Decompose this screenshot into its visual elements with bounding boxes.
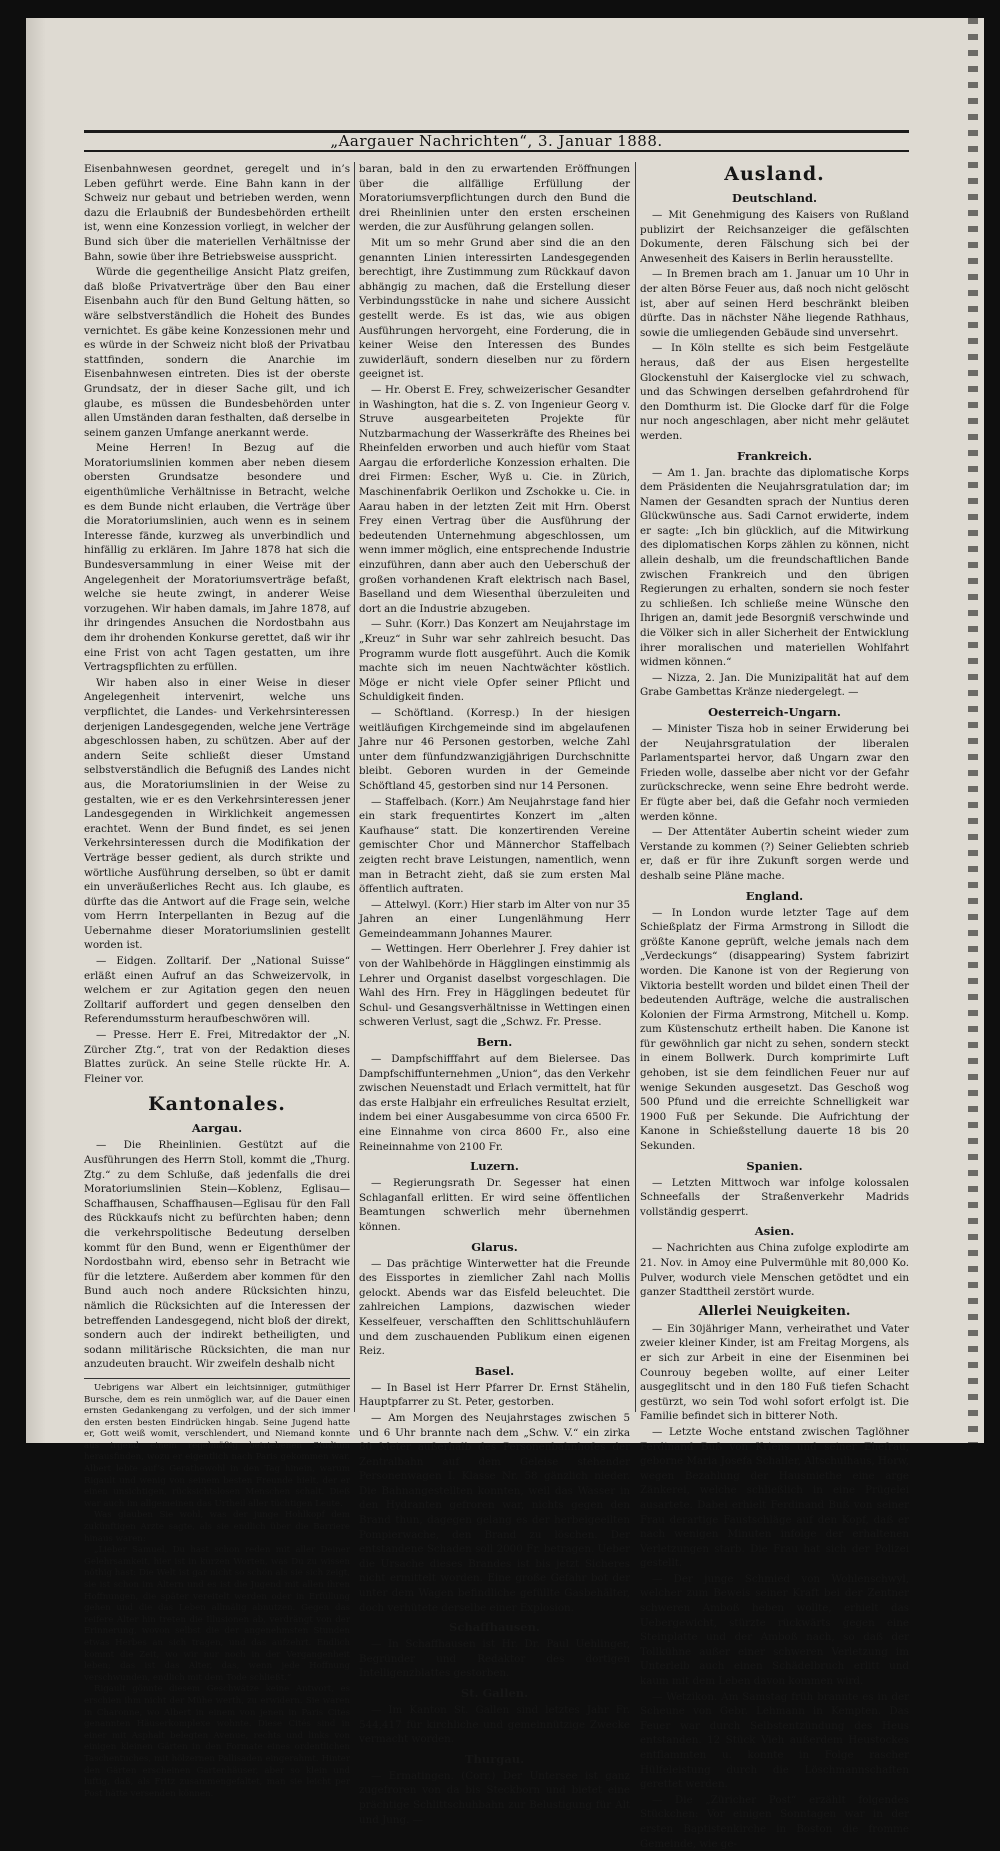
column-divider xyxy=(635,162,636,1412)
column-divider xyxy=(354,162,355,1412)
subheading-st-gallen: St. Gallen. xyxy=(460,1686,529,1700)
article-paragraph: — In Köln stellte es sich beim Festgeläute heraus, daß der aus Eisen hergestellte Glockenstuhl der Kaiserglocke viel zu schwach, und das Schwingen derselben gefahrdrohend für den Domthurm ist. Die Glocke darf für die Folge nur noch angeschlagen, aber nicht mehr geläutet werden. xyxy=(640,342,909,442)
article-paragraph: — Nachrichten aus China zufolge explodirte am 21. Nov. in Amoy eine Pulvermühle mit 80,000 Ko. Pulver, wodurch viele Menschen getödtet und ein ganzer Stadttheil zerstört wurde. xyxy=(640,1242,909,1299)
article-paragraph: — Ermatingen. (Corr.) Der Untersee ist ganz zugefroren von da bis Steckborn und bietet eine prächtige Schlittschuhbahn zur Belustigung für Alt und Jung. — xyxy=(359,1769,630,1826)
article-paragraph: — Attelwyl. (Korr.) Hier starb im Alter von nur 35 Jahren an einer Lungenlähmung Herr Gemeindeammann Johannes Maurer. xyxy=(359,898,630,940)
subheading-oesterreich-ungarn: Oesterreich-Ungarn. xyxy=(708,705,841,719)
article-paragraph: baran, bald in den zu erwartenden Eröffnungen über die allfällige Erfüllung der Moratoriumsverpflichtungen durch den Bund die drei Rheinlinien unter den ersten erscheinen werden, die zur Ausführung gelangen sollen. xyxy=(359,163,630,234)
article-paragraph: — Ein 30jähriger Mann, verheirathet und Vater zweier kleiner Kinder, ist am Freitag Morgens, als er sich zur Arbeit in eine der Eisenminen bei Counrouy begeben wollte, auf einer Leiter ausgeglitscht und in den 180 Fuß tiefen Schacht gestürzt, wo sein Tod wohl sofort erfolgt ist. Die Familie befindet sich in bitterer Noth. xyxy=(640,1322,909,1423)
article-paragraph: Eisenbahnwesen geordnet, geregelt und in’s Leben geführt werde. Eine Bahn kann in der Schweiz nur gebaut und betrieben werden, wenn dazu die Erlaubniß der Bundesbehörden ertheilt ist, wenn eine Konzession vorliegt, in welcher der Bund sich über die materiellen Verhältnisse der Bahn, sowie über ihre Betriebsweise ausspricht. xyxy=(84,163,350,263)
article-paragraph: — Staffelbach. (Korr.) Am Neujahrstage fand hier ein stark frequentirtes Konzert im „alten Kaufhause“ statt. Die konzertirenden Vereine gemischter Chor und Männerchor Staffelbach zeigten recht brave Leistungen, namentlich, wenn man in Betracht zieht, daß sie zum ersten Mal öffentlich auftraten. xyxy=(359,795,630,896)
article-paragraph: — Letzten Mittwoch war infolge kolossalen Schneefalls der Straßenverkehr Madrids vollständig gesperrt. xyxy=(640,1176,909,1218)
subheading-glarus: Glarus. xyxy=(471,1239,518,1254)
article-paragraph: — Suhr. (Korr.) Das Konzert am Neujahrstage im „Kreuz“ in Suhr war sehr zahlreich besucht. Das Programm wurde flott ausgeführt. Auch die Komik machte sich im neuen Nachtwächter köstlich. Möge er nicht viele Opfer seiner Pflicht und Schuldigkeit finden. xyxy=(359,618,630,704)
article-paragraph: — Der junge Schmied von Wohlenschwyl, welcher zum Beweis seiner Kraft bei der Zentner schweren Amboß heben wollte, erhielt das Uebergewicht, stürzte rückwärts gegen eine Steinplatte und der Amboß nach, so daß der Tollkühne außer einer schweren Verletzung im Unterleib auch einen Schädelbruch erlitt und kaum mit dem Leben davon kommen wird. xyxy=(640,1572,909,1688)
feuilleton-paragraph: Rigault gönnte diesem Geschwätze keine Antwort, es erschien ihm nicht der Mühe werth, zu erwidern. Sie waren in Charonne, wo Albert in einem von jenen in Paris Cités genannten Häuserkomplexe wohnte. Diese Cités sind in einer mit Asphalt belegten Avenue, rechts und links von einigen kleinen Gärten in den Formate eines ordentlichen Taschentuches, mit hölzernen Pallisaden eingerahmt. Hinter den Gärten erscheinen Gartenhäuser, aber so klein und luftig, daß, als Fritz zusammengefaltet, man sie leicht per Post hätte versenden können. xyxy=(84,1684,350,1799)
newspaper-page xyxy=(26,18,984,1850)
article-paragraph: — Die Rheinlinien. Gestützt auf die Ausführungen des Herrn Stoll, kommt die „Thurg. Ztg.“ zu dem Schluße, daß jedenfalls die drei Moratoriumslinien Stein—Koblenz, Eglisau—Schaffhausen, Schaffhausen—Eglisau für den Fall des Rückkaufs nicht zu befürchten haben; denn die verkehrspolitische Bedeutung derselben kommt für den Bund, wenn er Eigenthümer der Nordostbahn wird, ebenso sehr in Betracht wie für die letztere. Außerdem aber kommen für den Bund auch noch andere Rücksichten hinzu, nämlich die Rücksichten auf die Interessen der betreffenden Landesgegend, nicht bloß der direkt, sondern auch der indirekt betheiligten, und sodann militärische Rücksichten, die man nur anzudeuten braucht. Wir zweifeln deshalb nicht xyxy=(84,1139,350,1371)
subheading-frankreich: Frankreich. xyxy=(737,448,812,463)
article-paragraph: — Nizza, 2. Jan. Die Munizipalität hat auf dem Grabe Gambettas Kränze niedergelegt. — xyxy=(640,671,909,699)
article-paragraph: — Mit Genehmigung des Kaisers von Rußland publizirt der Reichsanzeiger die gefälschten Dokumente, deren Fälschung sich bei der Anwesenheit des Kaisers in Berlin herausstellte. xyxy=(640,209,909,265)
article-paragraph: — Letzte Woche entstand zwischen Taglöhner Ferdinand Buß von Kriens und seiner Ehefrau, geborne Maria Josefa Schaller, Altschulhaus, Horw, wegen Bezahlung der Hausmiethe eine arge Zänkerei, welche schließlich in eine Prügelei ausartete. Dabei erhielt Ferdinand Buß von seiner Frau derartige Faustschläge auf den Kopf, daß er nach wenigen Minuten infolge der erhaltenen Verletzungen starb. Die Frau hat sich der Polizei gestellt. xyxy=(640,1425,909,1570)
subheading-spanien: Spanien. xyxy=(746,1158,803,1173)
feuilleton xyxy=(84,1378,350,1800)
article-paragraph: — In Schaffhausen ist Hr. Dr. Paul Uehlinger, Begründer und Redaktor des dortigen Intelligenzblattes gestorben. xyxy=(359,1638,630,1680)
article-paragraph: — Presse. Herr E. Frei, Mitredaktor der „N. Zürcher Ztg.“, trat von der Redaktion dieses Blattes zurück. An seine Stelle rückte Hr. A. Fleiner vor. xyxy=(84,1029,350,1085)
article-paragraph: Würde die gegentheilige Ansicht Platz greifen, daß bloße Privatverträge über den Bau einer Eisenbahn auch für den Bund Geltung hätten, so wäre selbstverständlich die Hoheit des Bundes vernichtet. Es gäbe keine Konzessionen mehr und es würde in der Schweiz nicht bloß der Privatbau stattfinden, sondern die Anarchie im Eisenbahnwesen eintreten. Dies ist der oberste Grundsatz, der in dieser Sache gilt, und ich glaube, es müssen die Bundesbehörden unter allen Umständen daran festhalten, daß derselbe in seinem ganzen Umfange anerkannt werde. xyxy=(84,266,350,439)
feuilleton-paragraph: Was glauben Sie wohl, was der junge Hohlkopf dem zukünftigen Arzte sagte, als sie endlich über die Barriere hinaus waren: xyxy=(84,1510,350,1544)
article-paragraph: — Die „Züricher Post“ erzählt folgendes Stückchen: Vor einigen Sonntagen war in der ersten Baptistenkirche in Boston die fromme Gemeinde, wie ge- xyxy=(640,1793,909,1850)
masthead-rule-bottom xyxy=(84,150,909,152)
subheading-allerlei-neuigkeiten: Allerlei Neuigkeiten. xyxy=(698,1303,851,1319)
article-paragraph: — In Bremen brach am 1. Januar um 10 Uhr in der alten Börse Feuer aus, daß noch nicht gelöscht ist, aber auf seinen Herd beschränkt bleiben dürfte. Das in nächster Nähe liegende Rathhaus, sowie die umliegenden Gebäude sind unversehrt. xyxy=(640,268,909,339)
column-2 xyxy=(359,162,630,1826)
article-paragraph: Wir haben also in einer Weise in dieser Angelegenheit intervenirt, welche uns verpflichtet, die Landes- und Verkehrsinteressen derjenigen Landesgegenden, welche jene Verträge abgeschlossen haben, zu schützen. Aber auf der andern Seite schließt dieser Umstand selbstverständlich die Befugniß des Landes nicht aus, die Moratoriumslinien in der Weise zu gestalten, wie er es den Verkehrsinteressen jener Landesgegenden in Wirklichkeit angemessen erachtet. Wenn der Bund findet, es sei jenen Verkehrsinteressen durch die Modifikation der Verträge besser gedient, als durch strikte und wörtliche Ausführung derselben, so übt er damit ein unveräußerliches Recht aus. Ich glaube, es dürfte das die Antwort auf die Frage sein, welche vom Herrn Interpellanten in Bezug auf die Uebernahme dieser Moratoriumslinien gestellt worden ist. xyxy=(84,676,350,952)
article-paragraph: — In London wurde letzter Tage auf dem Schießplatz der Firma Armstrong in Sillodt die größte Kanone geprüft, welche jemals nach dem „Verdeckungs“ (disappearing) System fabrizirt worden. Die Kanone ist von der Regierung von Viktoria bestellt worden und bildet einen Theil der bedeutenden Aufträge, welche die australischen Kolonien der Firma Armstrong, Mitchell u. Komp. zum Küstenschutz ertheilt haben. Die Kanone ist für gewöhnlich gar nicht zu sehen, sondern steckt in einem Bollwerk. Durch komprimirte Luft gehoben, ist sie dem feindlichen Feuer nur auf wenige Sekunden ausgesetzt. Das Geschoß wog 500 Pfund und die erreichte Schnelligkeit war 1900 Fuß per Sekunde. Die Aufrichtung der Kanone in Schießstellung dauerte 18 bis 20 Sekunden. xyxy=(640,906,909,1153)
microfilm-perforation xyxy=(968,18,978,1443)
masthead-title: „Aargauer Nachrichten“, 3. Januar 1888. xyxy=(330,132,663,150)
feuilleton-paragraph: Uebrigens war Albert ein leichtsinniger, gutmüthiger Bursche, dem es rein unmöglich war, auf die Dauer einen ernsten Gedankengang zu verfolgen, und der sich immer den ersten besten Eindrücken hingab. Seine Jugend hatte er, Gott weiß womit, verschlendert, und Niemand konnte aus irgend einem regelmäßig betriebenen Studium herausfinden, wozu er eigentlich nach Paris gekommen war. Albert lebte auf’s Gerathewohl in den Tag hinein, warum Rigault und wenig von seinem besten Freunde hielt, der er einen unsichtigen, rücksichtslosen Menschen schalt. Dieß war auch im allgemeinen das Urtheil aller tüchtigen Leute. xyxy=(84,1382,350,1509)
article-paragraph: — In Basel ist Herr Pfarrer Dr. Ernst Stähelin, Hauptpfarrer zu St. Peter, gestorben. xyxy=(359,1381,630,1409)
article-paragraph: — Hr. Oberst E. Frey, schweizerischer Gesandter in Washington, hat die s. Z. von Ingenieur Georg v. Struve ausgearbeiteten Projekte für Nutzbarmachung der Wasserkräfte des Rheines bei Rheinfelden erworben und auch hiefür vom Staat Aargau die erforderliche Konzession erhalten. Die drei Firmen: Escher, Wyß u. Cie. in Zürich, Maschinenfabrik Oerlikon und Zschokke u. Cie. in Aarau haben in der letzten Zeit mit Hrn. Oberst Frey einen Vertrag über die Ausführung der bedeutenden Unternehmung abgeschlossen, um wenn immer möglich, eine entsprechende Industrie einzuführen, dann aber auch den Ueberschuß der großen vorhandenen Kraft elektrisch nach Basel, Baselland und dem Wiesenthal überzuleiten und dort an die Industrie abzugeben. xyxy=(359,383,630,615)
subheading-asien: Asien. xyxy=(754,1224,795,1239)
article-paragraph: — Im Kanton St. Gallen sind letztes Jahr Fr. 544,417 für kirchliche und gemeinnützige Zwecke vermacht worden. xyxy=(359,1704,630,1746)
subheading-bern: Bern. xyxy=(476,1035,513,1050)
subheading-england: England. xyxy=(745,888,804,903)
page-fold-shadow xyxy=(26,18,46,1443)
subheading-luzern: Luzern. xyxy=(470,1159,519,1174)
article-paragraph: — Dampfschifffahrt auf dem Bielersee. Das Dampfschiffunternehmen „Union“, das den Verkehr zwischen Neuenstadt und Erlach vermittelt, hat für das erste Halbjahr ein erfreuliches Resultat erzielt, indem bei einer Ausgabesumme von circa 6500 Fr. eine Einnahme von circa 8600 Fr., also eine Reineinnahme von 2100 Fr. xyxy=(359,1053,630,1153)
subheading-deutschland: Deutschland. xyxy=(731,191,818,205)
subheading-aargau: Aargau. xyxy=(191,1121,243,1136)
column-1 xyxy=(84,162,350,1799)
article-paragraph: — Regierungsrath Dr. Segesser hat einen Schlaganfall erlitten. Er wird seine öffentlichen Beamtungen schwerlich mehr übernehmen können. xyxy=(359,1177,630,1233)
article-paragraph: — Schöftland. (Korresp.) In der hiesigen weitläufigen Kirchgemeinde sind im abgelaufenen Jahre nur 46 Personen gestorben, welche Zahl unter dem fünfundzwanzigjährigen Durchschnitte bleibt. Geboren wurden in der Gemeinde Schöftland 45, gestorben sind nur 14 Personen. xyxy=(359,706,630,792)
section-heading-kantonales: Kantonales. xyxy=(148,1093,286,1116)
article-paragraph: — Am Morgen des Neujahrstages zwischen 5 und 6 Uhr brannte nach dem „Schw. V.“ ein zirka 80 Meter außerhalb des Personenbahnhofes der Zentralbahn auf dem Geleise stehender Personenwagen I. Klasse Nr. 58 gänzlich nieder. Die Bahnangestellten konnten, weil das Wasser in den Hydranten gefroren war, nichts gegen den Brand thun, dagegen gelang es der herbeigeeilten Pompierwache, den Brand zu löschen. Der entstandene Schaden soll 2000 Fr. betragen. Ueber die Ursache dieses Brandes ist bis jetzt Sicheres nicht ermittelt worden. Eine große Gefahr bot der unter dem Wagen befindliche gefüllte Gasbehälter, doch verhütete derselbe einer Explosion. xyxy=(359,1411,630,1614)
article-paragraph: — Der Attentäter Aubertin scheint wieder zum Verstande zu kommen (?) Seiner Geliebten schrieb er, daß er für ihre Zukunft sorgen werde und deshalb seine Pläne mache. xyxy=(640,826,909,882)
subheading-thurgau: Thurgau. xyxy=(464,1751,525,1766)
column-3 xyxy=(640,162,909,1850)
article-paragraph: — Wetzikon. Am Samstag früh brannte es in der Scheune von Gebr. Lehmann in Kempten. Das Feuer war durch Selbstentzündung des Heus entstanden. 12 Stück Vieh außerdem Heustockes entflammten u. konnte in Folge rascher Hülfeleistung durch die Löschmannschaften gerettet werden. xyxy=(640,1690,909,1791)
article-paragraph: — Das prächtige Winterwetter hat die Freunde des Eissportes in ziemlicher Zahl nach Mollis gelockt. Abends war das Eisfeld beleuchtet. Die zahlreichen Lampions, dazwischen wieder Kesselfeuer, verschafften den Schlittschuhläufern und dem zuschauenden Publikum einen eigenen Reiz. xyxy=(359,1257,630,1358)
feuilleton-paragraph: „Lieber Samuel, Du hast schon reden mit aller Deiner Gelehrsamkeit, hier ist in kurzen Worten, was Du zu wissen nöthig hast: Die Welt ist gar nicht so schön als sie sich zeigt, sie ist schon im Altern und es ist die Jugend mit allen ihren Hoffnungen, die später vereitelt werden oder in Erfüllung gehen und die das Leben allmälig abnutzen. Gegen das reifere Alter hin treten die Illusionen ab, verdrängt von der Erinnerung, wovon selbst die der angenehmsten Stunden etwas Herbes an sich tragen, und das aufzehrt. Endlich kommt die Zeit, wo wir nur noch in der Vergangenheit leben; das ist das Alter, das, wenn jede Hoffnung verschwunden, endlich mit dem Tode schließt.“ xyxy=(84,1545,350,1683)
article-paragraph: — Minister Tisza hob in seiner Erwiderung bei der Neujahrsgratulation der liberalen Parlamentspartei hervor, daß Ungarn zwar den Frieden wolle, dasselbe aber nicht vor der Gefahr zurückschrecke, wenn seine Ehre bedroht werde. Er fügte aber bei, daß die Gefahr noch vermieden werden könne. xyxy=(640,723,909,823)
subheading-basel: Basel. xyxy=(474,1363,515,1378)
article-paragraph: — Eidgen. Zolltarif. Der „National Suisse“ erläßt einen Aufruf an das Schweizervolk, in welchem er zur Agitation gegen den neuen Zolltarif auffordert und gegen denselben den Referendumssturm heraufbeschwören will. xyxy=(84,955,350,1026)
article-paragraph: Mit um so mehr Grund aber sind die an den genannten Linien interessirten Landesgegenden berechtigt, ihre Zustimmung zum Rückkauf davon abhängig zu machen, daß die Erstellung dieser Verbindungsstücke in nahe und sichere Aussicht gestellt werde. Es ist das, wie aus obigen Ausführungen hervorgeht, eine Forderung, die in keiner Weise den Interessen des Bundes zuwiderläuft, sondern dieselben nur zu fördern geeignet ist. xyxy=(359,236,630,381)
article-paragraph: — Am 1. Jan. brachte das diplomatische Korps dem Präsidenten die Neujahrsgratulation dar; im Namen der Gesandten sprach der Nuntius deren Glückwünsche aus. Sadi Carnot erwiderte, indem er sagte: „Ich bin glücklich, auf die Mitwirkung des diplomatischen Korps zählen zu können, nicht allein deshalb, um die freundschaftlichen Bande zwischen Frankreich und den übrigen Regierungen zu erhalten, sondern sie noch fester zu schließen. Ich schließe meine Wünsche den Ihrigen an, damit jede Besorgniß verschwinde und die Völker sich in aller Sicherheit der Entwicklung ihrer moralischen und materiellen Wohlfahrt widmen können.“ xyxy=(640,466,909,669)
section-heading-ausland: Ausland. xyxy=(724,163,825,185)
subheading-schaffhausen: Schaffhausen. xyxy=(449,1620,540,1635)
article-paragraph: Meine Herren! In Bezug auf die Moratoriumslinien kommen aber neben diesem obersten Grundsatze besondere und eigenthümliche Verhältnisse in Betracht, welche es dem Bunde nicht erlauben, die Verträge über die Moratoriumslinien, auch wenn es in seinem Interesse fände, kurzweg als unverbindlich und hinfällig zu erklären. Im Jahre 1878 hat sich die Bundesversammlung in einer Weise mit der Angelegenheit der Moratoriumsverträge befaßt, welche sie heute zwingt, in anderer Weise vorzugehen. Wir haben damals, im Jahre 1878, auf ihr dringendes Ansuchen die Nordostbahn aus dem ihr drohenden Konkurse gerettet, daß wir ihr eine Frist von acht Tagen gestatten, um ihre Vertragspflichten zu erfüllen. xyxy=(84,442,350,674)
article-paragraph: — Wettingen. Herr Oberlehrer J. Frey dahier ist von der Wahlbehörde in Hägglingen einstimmig als Lehrer und Organist daselbst vorgeschlagen. Die Wahl des Hrn. Frey in Hägglingen bedeutet für Schul- und Gesangsverhältnisse in Wettingen einen schweren Verlust, sagt die „Schwz. Fr. Presse. xyxy=(359,943,630,1029)
